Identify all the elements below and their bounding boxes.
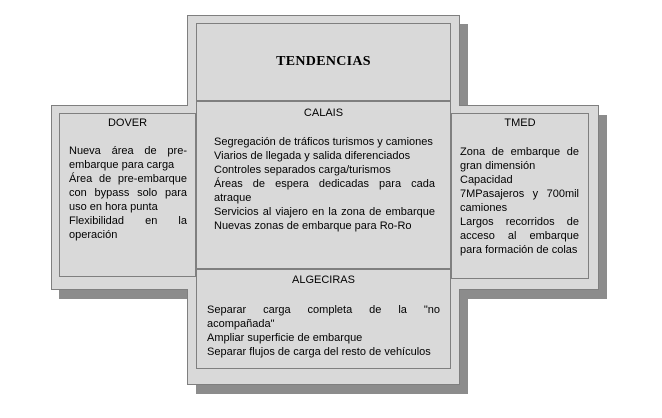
calais-item: Segregación de tráficos turismos y camiones xyxy=(214,136,433,148)
dover-items xyxy=(69,144,187,242)
calais-item: Controles separados carga/turismos xyxy=(214,164,391,176)
calais-heading: CALAIS xyxy=(303,107,344,119)
algeciras-item: Separar flujos de carga del resto de vehículos xyxy=(207,346,431,358)
algeciras-items xyxy=(207,303,440,359)
calais-item: Servicios al viajero en la zona de embarque Nuevas zonas de embarque para Ro-Ro xyxy=(214,206,435,232)
algeciras-item: Ampliar superficie de embarque xyxy=(207,332,363,344)
tmed-items xyxy=(460,145,579,257)
algeciras-heading: ALGECIRAS xyxy=(292,274,355,286)
dover-item: Flexibilidad en la operación xyxy=(69,215,187,241)
algeciras-item: Separar carga completa de la "no acompañada" xyxy=(207,304,440,330)
tmed-item: Largos recorridos de acceso al embarque para formación de colas xyxy=(460,216,579,256)
calais-item: Viarios de llegada y salida diferenciados xyxy=(214,150,411,162)
calais-item: Áreas de espera dedicadas para cada atraque xyxy=(214,178,435,204)
tmed-item: Capacidad 7MPasajeros y 700mil camiones xyxy=(460,174,579,214)
dover-heading: DOVER xyxy=(107,117,148,129)
title-box xyxy=(196,23,451,101)
title: TENDENCIAS xyxy=(276,54,371,69)
tmed-heading: TMED xyxy=(504,117,536,129)
dover-item: Nueva área de pre-embarque para carga xyxy=(69,145,187,171)
calais-items xyxy=(214,135,435,233)
dover-item: Área de pre-embarque con bypass solo para uso en hora punta xyxy=(69,173,187,213)
tmed-item: Zona de embarque de gran dimensión xyxy=(460,146,579,172)
